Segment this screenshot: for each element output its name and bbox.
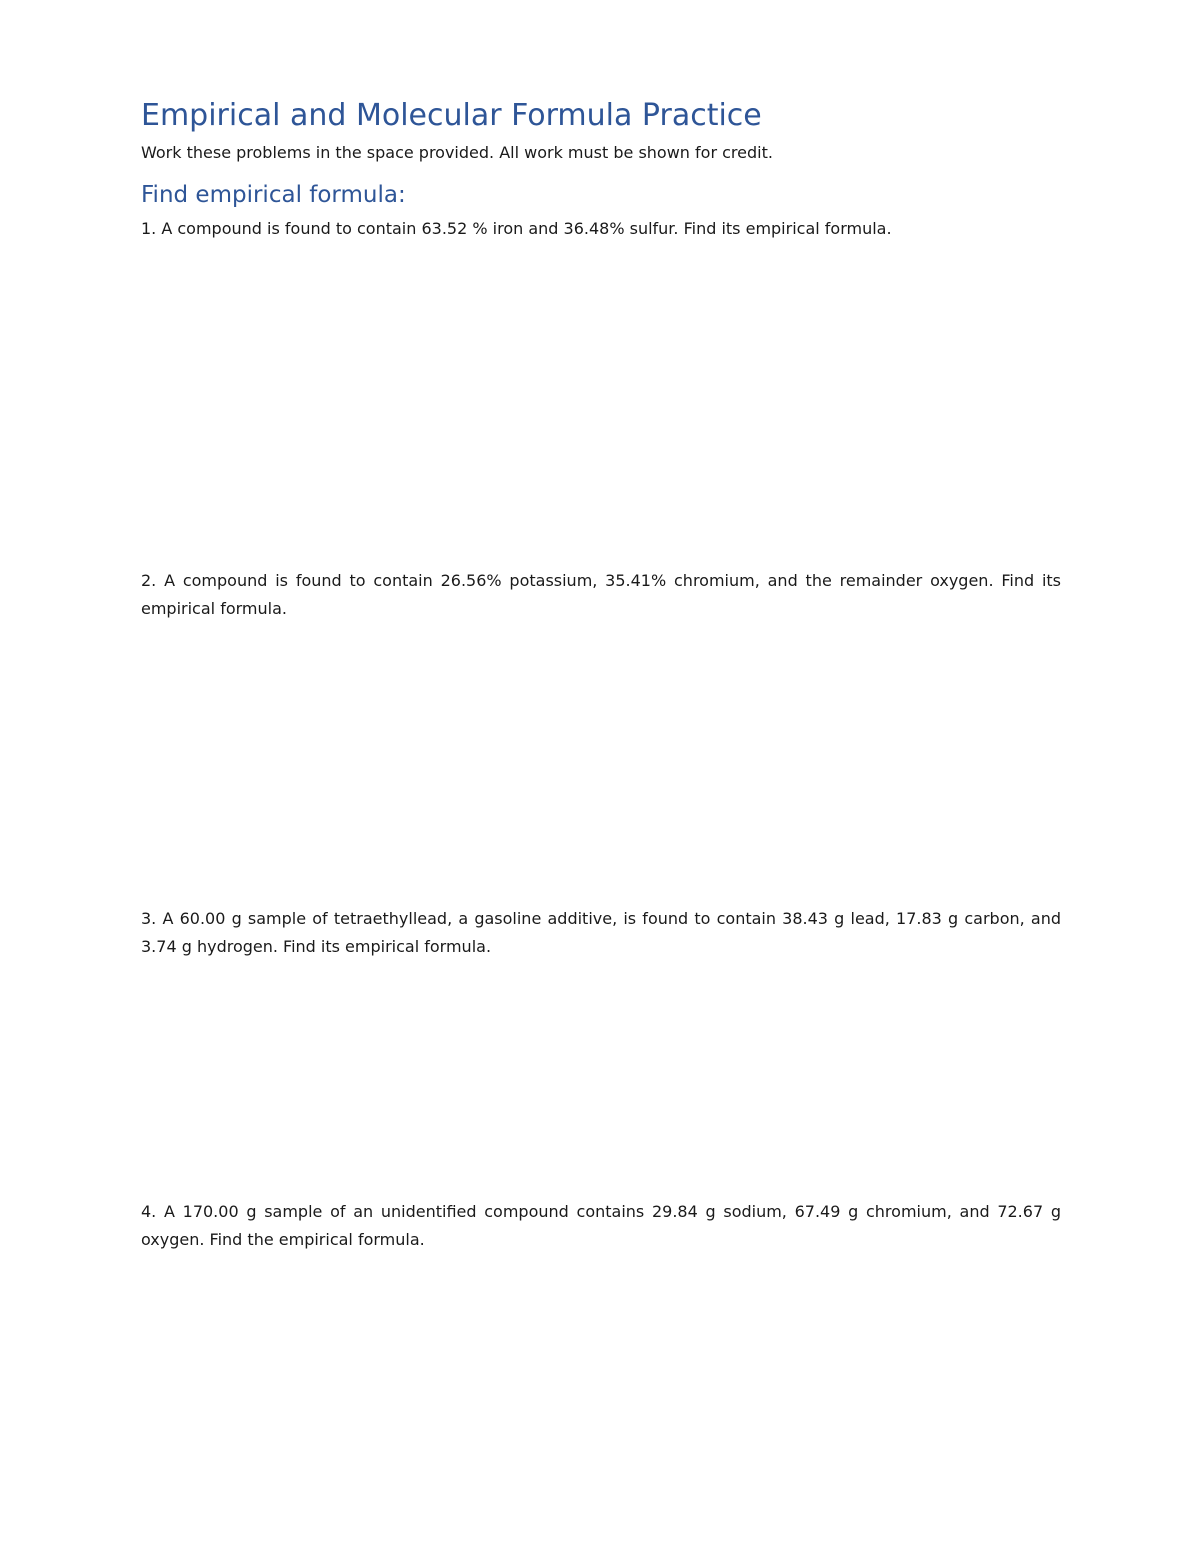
instructions-text: Work these problems in the space provided. All work must be shown for credit.	[141, 143, 773, 162]
page-title: Empirical and Molecular Formula Practice	[141, 98, 762, 133]
section-heading: Find empirical formula:	[141, 182, 406, 208]
problem-3: 3. A 60.00 g sample of tetraethyllead, a gasoline additive, is found to contain 38.43 g lead, 17.83 g carbon, and 3.74 g hydrogen. Find its empirical formula.	[141, 909, 1061, 956]
problem-1: 1. A compound is found to contain 63.52 % iron and 36.48% sulfur. Find its empirical formula.	[141, 219, 892, 238]
problem-4: 4. A 170.00 g sample of an unidentified compound contains 29.84 g sodium, 67.49 g chromium, and 72.67 g oxygen. Find the empirical formula.	[141, 1202, 1061, 1249]
problem-2: 2. A compound is found to contain 26.56% potassium, 35.41% chromium, and the remainder oxygen. Find its empirical formula.	[141, 571, 1061, 618]
